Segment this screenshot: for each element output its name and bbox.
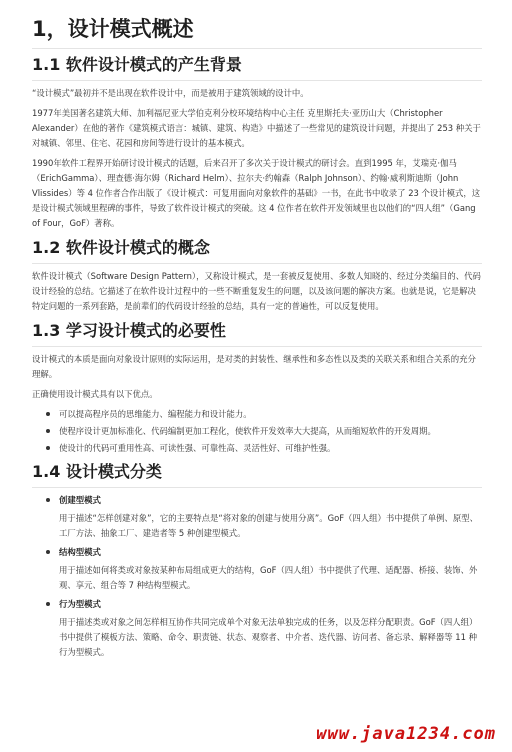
watermark: www.java1234.com: [316, 724, 496, 744]
category-behavioral: [32, 597, 482, 660]
list-item: 使程序设计更加标准化、代码编制更加工程化，使软件开发效率大大提高，从而缩短软件的开发周期。: [32, 424, 482, 439]
category-creational: [32, 493, 482, 541]
section-heading-classification: 1.4 设计模式分类: [32, 460, 482, 488]
paragraph: “设计模式”最初并不是出现在软件设计中，而是被用于建筑领域的设计中。: [32, 88, 309, 98]
category-structural: [32, 545, 482, 593]
section-heading-necessity: 1.3 学习设计模式的必要性: [32, 319, 482, 347]
category-title: 创建型模式: [32, 493, 482, 508]
advantages-list: [32, 407, 482, 456]
category-description: 用于描述“怎样创建对象”，它的主要特点是“将对象的创建与使用分离”。GoF（四人组）书中提供了单例、原型、工厂方法、抽象工厂、建造者等 5 种创建型模式。: [59, 513, 479, 538]
page-title: 1，设计模式概述: [32, 14, 482, 49]
section-heading-concept: 1.2 软件设计模式的概念: [32, 236, 482, 264]
section-heading-background: 1.1 软件设计模式的产生背景: [32, 53, 482, 81]
paragraph: 1990年软件工程界开始研讨设计模式的话题，后来召开了多次关于设计模式的研讨会。直到1995 年，艾瑞克·伽马（ErichGamma）、理查德·海尔姆（Richard Helm）、拉尔夫·约翰森（Ralph Johnson）、约翰·威利斯迪斯（John Vlissides）等 4 位作者合作出版了《设计模式：可复用面向对象软件的基础》一书，在此书中收录了 23 个设计模式，这是设计模式领域里程碑的事件，导致了软件设计模式的突破。这 4 位作者在软件开发领域里也以他们的“四人组”（Gang of Four，GoF）著称。: [32, 158, 481, 228]
list-item: 可以提高程序员的思维能力、编程能力和设计能力。: [32, 407, 482, 422]
category-title: 行为型模式: [32, 597, 482, 612]
paragraph: 设计模式的本质是面向对象设计原则的实际运用，是对类的封装性、继承性和多态性以及类的关联关系和组合关系的充分理解。: [32, 354, 476, 379]
list-item: 使设计的代码可重用性高、可读性强、可靠性高、灵活性好、可维护性强。: [32, 441, 482, 456]
paragraph: 正确使用设计模式具有以下优点。: [32, 389, 158, 399]
category-description: 用于描述类或对象之间怎样相互协作共同完成单个对象无法单独完成的任务，以及怎样分配职责。GoF（四人组）书中提供了模板方法、策略、命令、职责链、状态、观察者、中介者、迭代器、访问者、备忘录、解释器等 11 种行为型模式。: [59, 617, 478, 657]
paragraph: 1977年美国著名建筑大师、加利福尼亚大学伯克利分校环境结构中心主任 克里斯托夫·亚历山大（Christopher Alexander）在他的著作《建筑模式语言：城镇、建筑、构造》中描述了一些常见的建筑设计问题，并提出了 253 种关于对城镇、邻里、住宅、花园和房间等进行设计的基本模式。: [32, 108, 481, 148]
category-title: 结构型模式: [32, 545, 482, 560]
category-description: 用于描述如何将类或对象按某种布局组成更大的结构，GoF（四人组）书中提供了代理、适配器、桥接、装饰、外观、享元、组合等 7 种结构型模式。: [59, 565, 478, 590]
paragraph: 软件设计模式（Software Design Pattern），又称设计模式，是一套被反复使用、多数人知晓的、经过分类编目的、代码设计经验的总结。它描述了在软件设计过程中的一些不断重复发生的问题，以及该问题的解决方案。也就是说，它是解决特定问题的一系列套路，是前辈们的代码设计经验的总结，具有一定的普遍性，可以反复使用。: [32, 271, 481, 311]
